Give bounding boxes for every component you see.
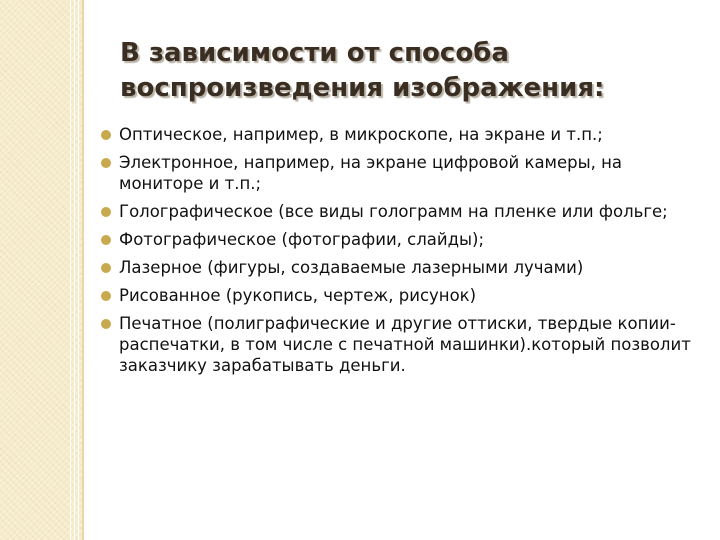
bullet-item bbox=[100, 313, 700, 376]
bullet-item bbox=[100, 229, 700, 250]
decorative-side-panel bbox=[0, 0, 82, 540]
side-panel-edge bbox=[82, 0, 84, 540]
bullet-item bbox=[100, 285, 700, 306]
bullet-dot-icon bbox=[101, 291, 111, 301]
side-panel-stripe bbox=[78, 0, 79, 540]
side-panel-stripe bbox=[74, 0, 75, 540]
bullet-text: Оптическое, например, в микроскопе, на экране и т.п.; bbox=[119, 125, 603, 144]
bullet-text: Фотографическое (фотографии, слайды); bbox=[119, 230, 485, 249]
bullet-dot-icon bbox=[101, 319, 111, 329]
bullet-dot-icon bbox=[101, 207, 111, 217]
bullet-list bbox=[100, 124, 700, 383]
bullet-text: Лазерное (фигуры, создаваемые лазерными лучами) bbox=[119, 258, 584, 277]
bullet-item bbox=[100, 124, 700, 145]
bullet-dot-icon bbox=[101, 235, 111, 245]
bullet-item bbox=[100, 201, 700, 222]
bullet-item bbox=[100, 257, 700, 278]
bullet-dot-icon bbox=[101, 263, 111, 273]
side-panel-stripe bbox=[70, 0, 71, 540]
slide-title: В зависимости от способа воспроизведения изображения: bbox=[120, 38, 605, 103]
bullet-dot-icon bbox=[101, 130, 111, 140]
bullet-text: Голографическое (все виды голограмм на пленке или фольге; bbox=[119, 202, 668, 221]
bullet-text: Рисованное (рукопись, чертеж, рисунок) bbox=[119, 286, 477, 305]
bullet-text: Печатное (полиграфические и другие оттиски, твердые копии-распечатки, в том числе с печатной машинки).который позволит заказчику зарабатывать деньги. bbox=[119, 314, 691, 375]
bullet-item bbox=[100, 152, 700, 194]
bullet-dot-icon bbox=[101, 158, 111, 168]
bullet-text: Электронное, например, на экране цифровой камеры, на мониторе и т.п.; bbox=[119, 153, 623, 193]
